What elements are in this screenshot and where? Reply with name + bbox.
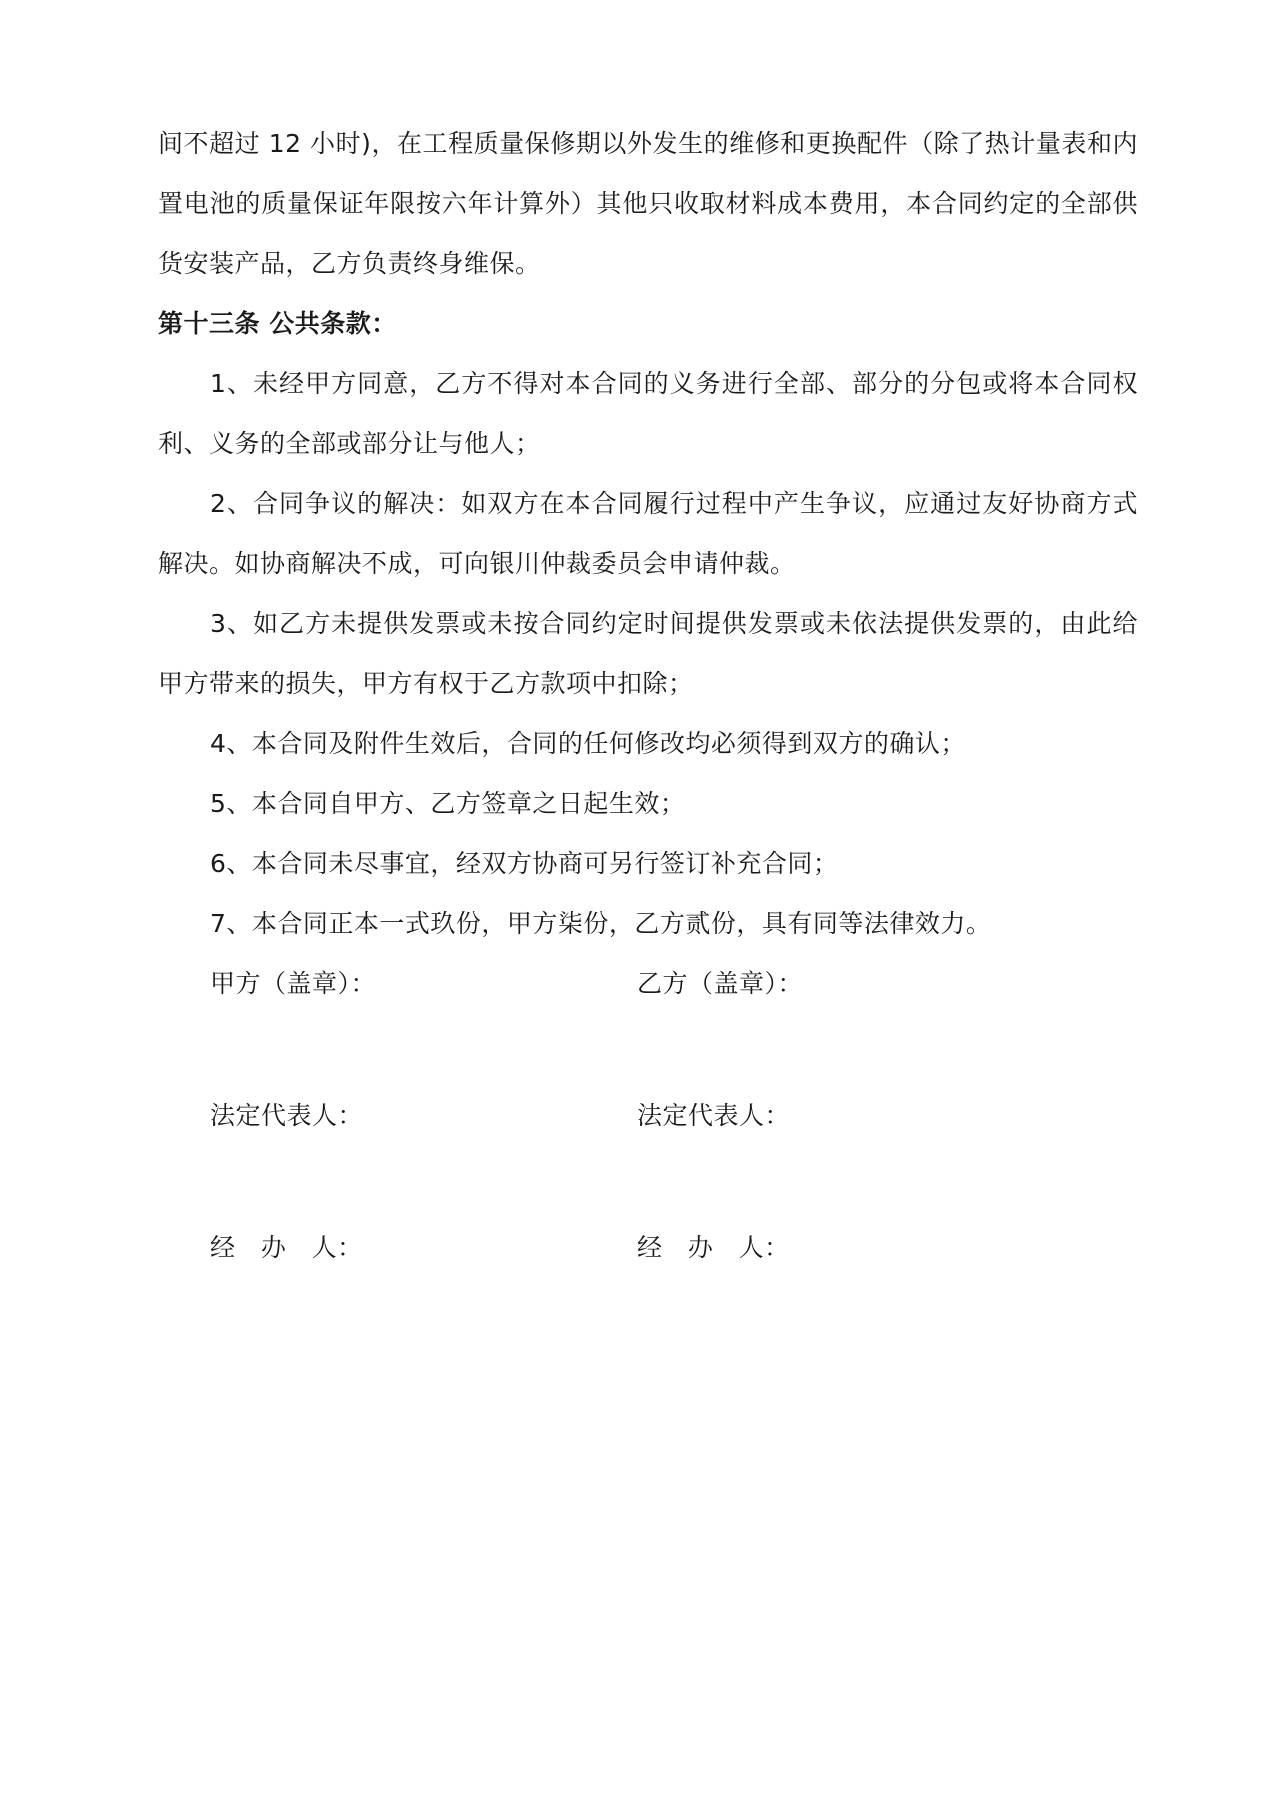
party-b-legal-rep-label: 法定代表人： — [637, 1101, 791, 1130]
article-heading: 第十三条 公共条款： — [158, 309, 397, 338]
party-b-handler-label: 经 办 人： — [637, 1233, 790, 1262]
clause-4: 4、本合同及附件生效后，合同的任何修改均必须得到双方的确认； — [210, 729, 966, 758]
clause-6: 6、本合同未尽事宜，经双方协商可另行签订补充合同； — [210, 849, 839, 878]
clause-7: 7、本合同正本一式玖份，甲方柒份，乙方贰份，具有同等法律效力。 — [210, 909, 992, 938]
party-a-seal-label: 甲方（盖章）： — [210, 969, 377, 998]
clause-5: 5、本合同自甲方、乙方签章之日起生效； — [210, 789, 686, 818]
clause-3-line-1: 3、如乙方未提供发票或未按合同约定时间提供发票或未依法提供发票的，由此给 — [210, 609, 1138, 638]
clause-2-line-1: 2、合同争议的解决：如双方在本合同履行过程中产生争议，应通过友好协商方式 — [210, 489, 1138, 518]
intro-line-1: 间不超过 12 小时)，在工程质量保修期以外发生的维修和更换配件（除了热计量表和内 — [158, 129, 1138, 158]
clause-1-line-2: 利、义务的全部或部分让与他人； — [158, 429, 541, 458]
clause-2-line-2: 解决。如协商解决不成，可向银川仲裁委员会申请仲裁。 — [158, 549, 796, 578]
party-b-seal-label: 乙方（盖章）： — [637, 969, 804, 998]
intro-line-3: 货安装产品，乙方负责终身维保。 — [158, 249, 541, 278]
clause-1-line-1: 1、未经甲方同意，乙方不得对本合同的义务进行全部、部分的分包或将本合同权 — [210, 369, 1138, 398]
intro-line-2: 置电池的质量保证年限按六年计算外）其他只收取材料成本费用，本合同约定的全部供 — [158, 189, 1138, 218]
party-a-legal-rep-label: 法定代表人： — [210, 1101, 364, 1130]
party-a-handler-label: 经 办 人： — [210, 1233, 363, 1262]
clause-3-line-2: 甲方带来的损失，甲方有权于乙方款项中扣除； — [158, 669, 694, 698]
